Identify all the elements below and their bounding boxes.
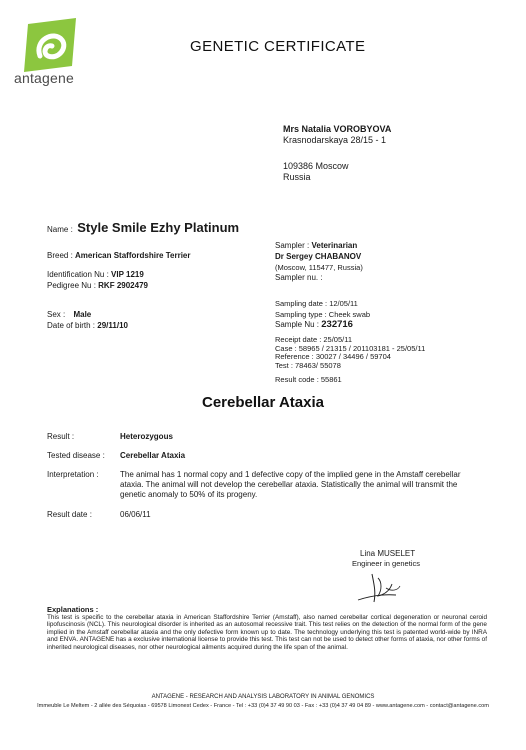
- signatory-title: Engineer in genetics: [352, 559, 420, 568]
- pedigree-row: [47, 281, 148, 291]
- footer-address: Immeuble Le Meltem - 2 allée des Séquoias - 69578 Limonest Cedex - France - Tel : +33 (0)4 37 49 90 03 - Fax : +33 (0)4 37 49 04 89 - www.antagene.com - contact@antagene.com: [37, 703, 489, 709]
- sampler-row: [275, 241, 357, 251]
- sampling-date: Sampling date : 12/05/11: [275, 299, 358, 308]
- identification-row: [47, 270, 144, 280]
- signature-icon: [352, 570, 422, 606]
- interpretation-label: Interpretation :: [47, 470, 99, 479]
- dob-value: 29/11/10: [97, 321, 128, 330]
- dog-name-row: [47, 219, 239, 237]
- breed-label: Breed :: [47, 251, 73, 260]
- result-label: Result :: [47, 432, 75, 441]
- sex-value: Male: [73, 310, 92, 319]
- explanations-text: This test is specific to the cerebellar ataxia in American Staffordshire Terrier (Amstaff), also named cerebellar cortical degeneration or neuronal ceroid lipofuscinosis (NCL). This neurological disorder is inherited as an autosomal recessive trait. This test relies on the detection of the normal form of the gene implied in the Amstaff cerebellar ataxia and the only defective form known up to date. The technology underlying this test is patented world-wide by INRA and ENVA. ANTAGENE has a exclusive international license to provide this test. This test can not be used to detect other forms of ataxia, nor other forms of inherited neurological diseases, nor other neurological ailments acquired during the life span of the animal.: [47, 614, 487, 651]
- breed-value: American Staffordshire Terrier: [75, 251, 191, 260]
- signatory-name: Lina MUSELET: [360, 549, 416, 558]
- certificate-title: GENETIC CERTIFICATE: [190, 38, 366, 55]
- owner-block: [283, 124, 391, 183]
- test-number: Test : 78463/ 55078: [275, 360, 341, 370]
- receipt-date: Receipt date : 25/05/11: [275, 335, 352, 344]
- owner-city: 109386 Moscow: [283, 161, 349, 171]
- tested-disease-label: Tested disease :: [47, 451, 105, 460]
- dob-row: [47, 321, 128, 331]
- logo-wordmark: antagene: [14, 70, 74, 86]
- result-value: Heterozygous: [120, 432, 173, 441]
- interpretation-text: The animal has 1 normal copy and 1 defective copy of the implied gene in the Amstaff cerebellar ataxia. The animal will not develop the cerebellar ataxia. Statistically the animal will transmit the genetic anomaly to 50% of its progeny.: [120, 470, 461, 499]
- owner-prefix: Mrs: [283, 124, 300, 134]
- signatory-block: [352, 549, 420, 569]
- sex-row: [47, 310, 91, 320]
- result-date-value: 06/06/11: [120, 510, 151, 519]
- pedigree-label: Pedigree Nu :: [47, 281, 96, 290]
- result-date-label: Result date :: [47, 510, 92, 519]
- sampling-type: Sampling type : Cheek swab: [275, 310, 371, 319]
- sampler-name: Dr Sergey CHABANOV: [275, 252, 362, 261]
- case-number: Case : 58965 / 21315 / 201103181 - 25/05/11: [275, 343, 426, 353]
- footer-lab: ANTAGENE - RESEARCH AND ANALYSIS LABORATORY IN ANIMAL GENOMICS: [151, 694, 375, 700]
- pedigree-value: RKF 2902479: [98, 281, 148, 290]
- tested-disease-value: Cerebellar Ataxia: [120, 451, 186, 460]
- sample-nu-row: [275, 320, 353, 330]
- sampler-label: Sampler :: [275, 241, 310, 250]
- id-label: Identification Nu :: [47, 270, 109, 279]
- sampler-role: Veterinarian: [311, 241, 358, 250]
- dog-name: Style Smile Ezhy Platinum: [77, 220, 240, 235]
- id-value: VIP 1219: [111, 270, 144, 279]
- sample-nu-label: Sample Nu :: [275, 320, 320, 329]
- explanations-heading: Explanations :: [47, 605, 99, 614]
- disease-title: Cerebellar Ataxia: [201, 394, 324, 411]
- case-block: [275, 336, 425, 370]
- owner-name: Natalia VOROBYOVA: [301, 124, 392, 134]
- dob-label: Date of birth :: [47, 321, 96, 330]
- breed-row: [47, 251, 190, 261]
- owner-name-line: [283, 124, 391, 135]
- dog-name-label: Name :: [47, 225, 73, 234]
- owner-country: Russia: [283, 172, 311, 182]
- sampler-address: (Moscow, 115477, Russia): [275, 263, 363, 272]
- sex-label: Sex :: [47, 310, 66, 319]
- result-code: Result code : 55861: [275, 375, 342, 384]
- sampler-nu: Sampler nu. :: [275, 273, 323, 282]
- sample-nu-value: 232716: [321, 319, 353, 330]
- reference-number: Reference : 30027 / 34496 / 59704: [275, 352, 391, 362]
- owner-street: Krasnodarskaya 28/15 - 1: [283, 135, 387, 145]
